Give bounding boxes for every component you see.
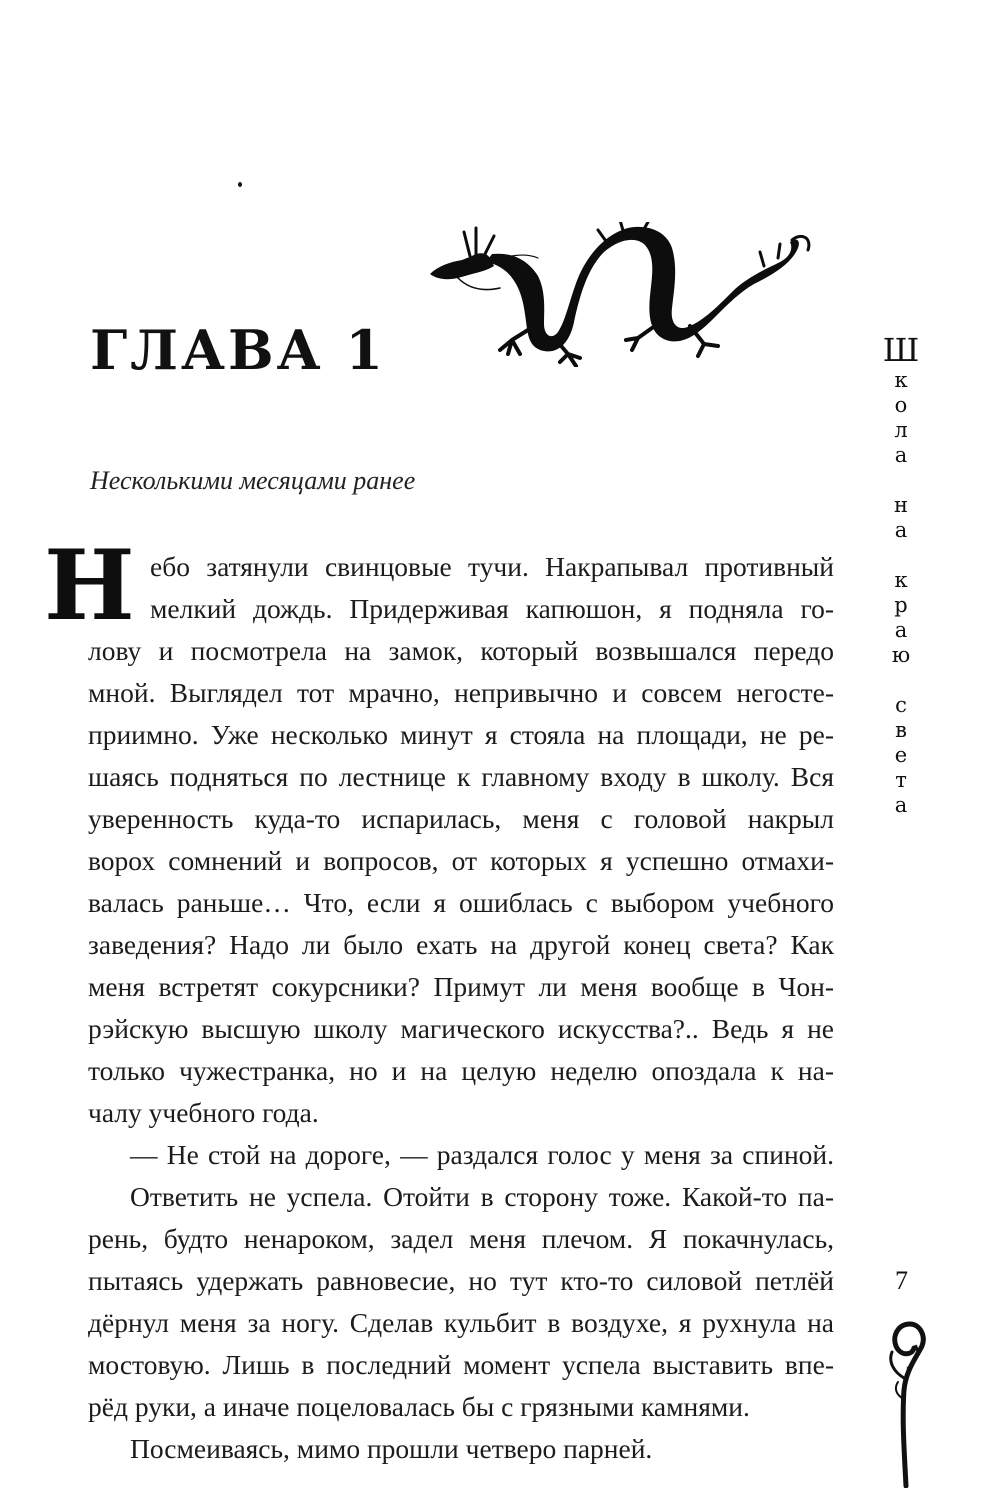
text-line: мостовую. Лишь в последний момент успела выставить впе- [88,1349,834,1380]
text-line: заведения? Надо ли было ехать на другой конец света? Как [88,929,834,960]
dragon-illustration [428,222,818,367]
side-title-letter: а [894,618,908,642]
text-line: Ответить не успела. Отойти в сторону тоже. Какой-то па- [130,1181,834,1212]
side-title-letter: а [894,793,908,817]
text-line: рень, будто ненароком, задел меня плечом. Я покачнулась, [88,1223,834,1254]
text-line: рэйскую высшую школу магического искусства?.. Ведь я не [88,1013,834,1044]
side-running-title [876,332,926,818]
side-title-letter: т [895,768,907,792]
epigraph: Несколькими месяцами ранее [90,466,416,495]
text-line: ебо затянули свинцовые тучи. Накрапывал противный [150,551,834,582]
text-line: рёд руки, а иначе поцеловалась бы с грязными камнями. [88,1391,750,1422]
side-title-letter: л [894,418,908,442]
text-line: ворох сомнений и вопросов, от которых я успешно отмахи- [88,845,834,876]
side-title-letter: Ш [882,331,920,369]
text-line: Посмеиваясь, мимо прошли четверо парней. [130,1433,653,1464]
side-title-letter: е [894,743,908,767]
text-line: лову и посмотрела на замок, который возвышался передо [88,635,834,666]
text-line: шаясь подняться по лестнице к главному входу в школу. Вся [88,761,834,792]
body-text [44,546,834,1470]
side-title-letter: р [894,593,908,617]
text-line: мной. Выглядел тот мрачно, непривычно и совсем негосте- [88,677,834,708]
text-line: пытаясь удержать равновесие, но тут кто-то силовой петлёй [88,1265,834,1296]
text-line: валась раньше… Что, если я ошиблась с выбором учебного [88,887,834,918]
side-title-letter: с [895,693,907,717]
text-line: меня встретят сокурсники? Примут ли меня вообще в Чон- [88,971,834,1002]
side-title-letter: к [894,368,908,392]
text-line: уверенность куда-то испарилась, меня с головой накрыл [88,803,834,834]
drop-cap: Н [44,529,135,642]
side-title-letter: к [894,568,908,592]
text-line: дёрнул меня за ногу. Сделав кульбит в воздухе, я рухнула на [88,1307,834,1338]
side-title-letter: а [894,443,908,467]
text-line: приимно. Уже несколько минут я стояла на площади, не ре- [88,719,834,750]
chapter-title: ГЛАВА 1 [90,318,387,382]
ink-speck [238,182,242,187]
side-title-letter: н [894,493,908,517]
side-title-letter: о [894,393,908,417]
page-number: 7 [895,1266,908,1295]
side-title-letter: а [894,518,908,542]
text-line: — Не стой на дороге, — раздался голос у меня за спиной. [130,1139,834,1170]
flourish-ornament-icon [880,1318,930,1488]
text-line: мелкий дождь. Придерживая капюшон, я подняла го- [150,593,834,624]
text-line: только чужестранка, но и на целую неделю опоздала к на- [88,1055,834,1086]
side-title-letter: в [895,718,907,742]
side-title-letter: ю [891,643,911,667]
text-line: чалу учебного года. [88,1097,319,1128]
